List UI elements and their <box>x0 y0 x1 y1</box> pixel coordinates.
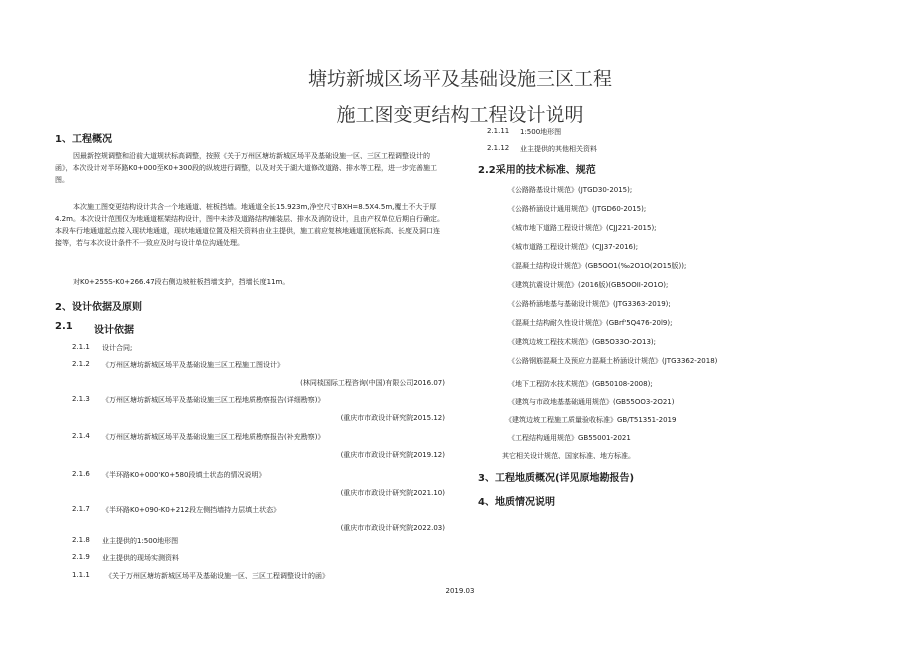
standard-item: 《混凝土结构耐久性设计规范》(GBrf'5Q476-20l9); <box>508 319 673 327</box>
title-line-1: 塘坊新城区场平及基础设施三区工程 <box>307 68 612 90</box>
paragraph-2: 本次施工图变更结构设计共含一个地通道、桩板挡墙。地通道全长15.923m,净空尺寸BXH=8.5X4.5m,覆土不大于厚4.2m。本次设计范围仅为地通道框架结构设计，图中未涉及道路结构铺装层、排水及消防设计，且由产权单位后期自行确定。本段车行地通道起点接入现状地通道，现状地通道位置及相关资料由业主提供，施工前应复核地通道顶底标高、长度及洞口连接等，若与本次设计条件不一致应及时与设计单位沟通处理。 <box>55 203 444 247</box>
item-text: 《半环路K0+000'K0+580段填土状态的情况说明》 <box>102 471 266 479</box>
standard-item: 《建筑与市政地基基础通用规范》(GB55OO3-2O21) <box>508 398 675 406</box>
standard-item: 《建筑边坡工程技术规范》(GB5O33O-2O13); <box>508 338 657 346</box>
item-text: 业主提供的现场实测资料 <box>102 554 179 562</box>
item-source: (重庆市市政设计研究院2021.10) <box>340 489 445 497</box>
item-number: 1.1.1 <box>72 571 90 579</box>
item-text: 设计合同; <box>102 344 133 352</box>
section-2-1-title: 设计依据 <box>94 325 134 336</box>
item-text: 1:500地形图 <box>520 128 562 136</box>
item-text: 业主提供的其他相关资料 <box>520 145 597 153</box>
standard-item: 《建筑边坡工程施工质量验收标准》GB/T51351-2019 <box>505 416 677 424</box>
paragraph-3: 对K0+255S-K0+266.47段右侧边坡桩板挡墙支护，挡墙长度11m。 <box>73 278 290 286</box>
item-number: 2.1.12 <box>487 144 510 152</box>
item-number: 2.1.6 <box>72 470 90 478</box>
standard-item: 《公路钢筋混凝土及预应力混凝土桥涵设计规范》(JTG3362-2018) <box>508 357 718 365</box>
standard-item: 《城市地下道路工程设计规范》(CJJ221-2015); <box>508 224 657 232</box>
item-text: 《万州区塘坊新城区场平及基础设施三区工程地质勘察报告(详细勘察)》 <box>102 396 325 404</box>
item-number: 2.1.9 <box>72 553 90 561</box>
item-number: 2.1.7 <box>72 505 90 513</box>
item-text: 业主提供的1:500地形图 <box>102 537 179 545</box>
section-2-1-number: 2.1 <box>55 321 73 332</box>
item-text: 《关于万州区塘坊新城区场平及基础设施一区、三区工程调整设计的函》 <box>105 572 329 580</box>
item-source: (重庆市市政设计研究院2015.12) <box>340 414 445 422</box>
item-number: 2.1.4 <box>72 432 90 440</box>
section-4-heading: 4、地质情况说明 <box>478 497 555 508</box>
item-source: (林同棪国际工程咨询(中国)有限公司2016.07) <box>300 379 445 387</box>
item-number: 2.1.8 <box>72 536 90 544</box>
standard-item: 《公路桥涵地基与基础设计规范》(JTG3363-2019); <box>508 300 671 308</box>
standard-item: 《混凝土结构设计规范》(GB5OO1(‰2O1O(2O15版)); <box>508 262 687 270</box>
section-1-heading: 1、工程概况 <box>55 134 112 145</box>
item-text: 《万州区塘坊新城区场平及基础设施三区工程地质勘察报告(补充勘察)》 <box>102 433 325 441</box>
paragraph-1: 因最新控规调整和沿前大道规状标高调整，按照《关于万州区塘坊新城区场平及基础设施一区、三区工程调整设计的函》，本次设计对半环路K0+000至K0+300段的纵坡进行调整，以及对关于湖大道修改道路、排水等工程，进一步完善施工图。 <box>55 152 438 184</box>
item-text: 《万州区塘坊新城区场平及基础设施三区工程施工图设计》 <box>102 361 284 369</box>
item-number: 2.1.11 <box>487 127 510 135</box>
item-text: 《半环路K0+090-K0+212段左侧挡墙持力层填土状态》 <box>102 506 281 514</box>
item-source: (重庆市市政设计研究院2019.12) <box>340 451 445 459</box>
item-number: 2.1.2 <box>72 360 90 368</box>
footer-date: 2019.03 <box>445 587 475 595</box>
section-3-heading: 3、工程地质概况(详见原地勘报告) <box>478 473 635 484</box>
standard-item: 《工程结构通用规范》GB55001-2021 <box>508 434 631 442</box>
title-line-2: 施工图变更结构工程设计说明 <box>336 104 584 126</box>
standard-item: 其它相关设计规范、国家标准、地方标准。 <box>502 452 635 460</box>
section-2-2-heading: 2.2采用的技术标准、规范 <box>478 165 596 176</box>
standard-item: 《公路路基设计规范》(JTGD30-2015); <box>508 186 633 194</box>
standard-item: 《公路桥涵设计通用规范》(JTGD60-2015); <box>508 205 647 213</box>
item-number: 2.1.3 <box>72 395 90 403</box>
standard-item: 《城市道路工程设计规范》(CJJ37-2016); <box>508 243 639 251</box>
standard-item: 《地下工程防水技术规范》(GB50108-2008); <box>508 380 653 388</box>
section-2-heading: 2、设计依据及原则 <box>55 302 142 313</box>
item-source: (重庆市市政设计研究院2022.03) <box>340 524 445 532</box>
item-number: 2.1.1 <box>72 343 90 351</box>
standard-item: 《建筑抗震设计规范》(2016版)(GB5OOII-2O1O); <box>508 281 669 289</box>
